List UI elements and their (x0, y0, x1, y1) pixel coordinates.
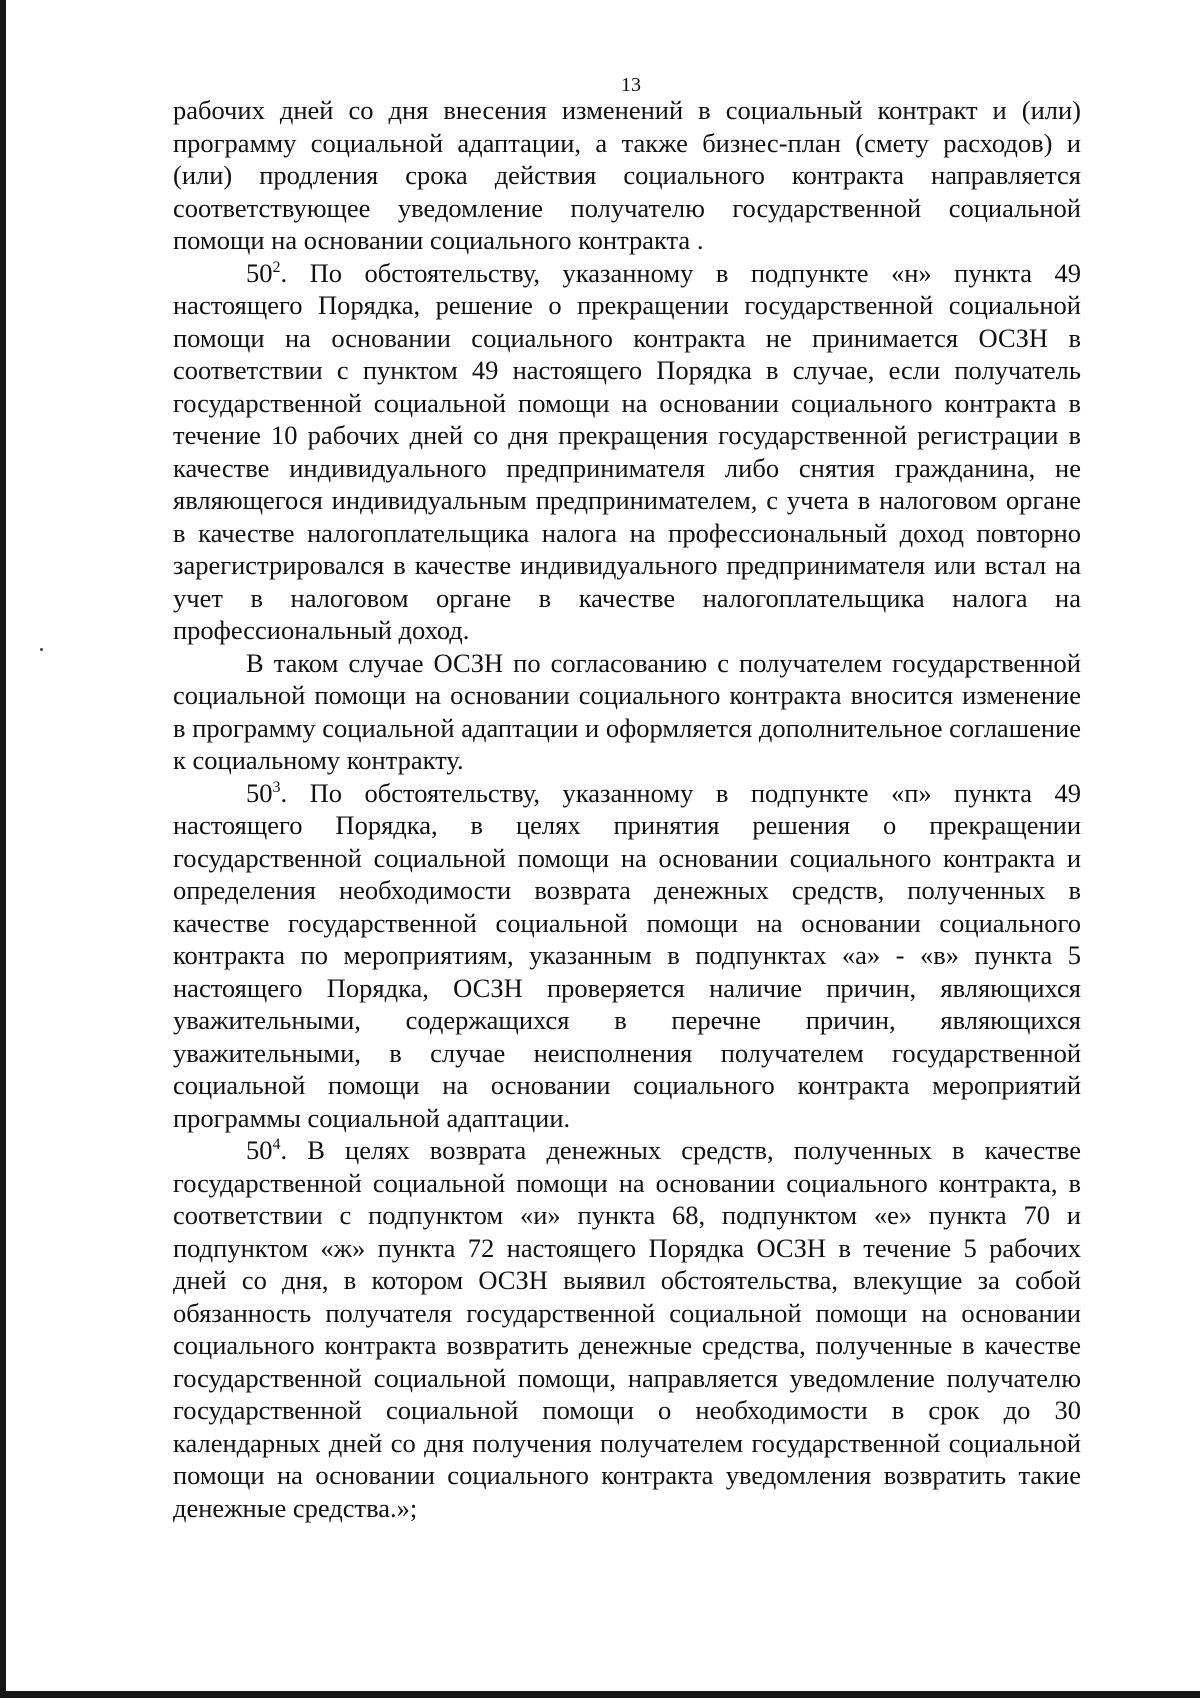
page-number: 13 (621, 74, 641, 96)
paragraph-number: 50 (246, 257, 273, 288)
paragraph-continuation (173, 94, 1081, 257)
scan-speck (40, 648, 43, 651)
paragraph-50-2-addendum (173, 647, 1081, 777)
paragraph-text: . По обстоятельству, указанному в подпункте «п» пункта 49 настоящего Порядка, в целях принятия решения о прекращении государственной социальной помощи на основании социального контракта и определения необходимости возврата денежных средств, полученных в качестве государственной социальной помощи на основании социального контракта по мероприятиям, указанным в подпунктах «а» - «в» пункта 5 настоящего Порядка, ОСЗН проверяется наличие причин, являющихся уважительными, содержащихся в перечне причин, являющихся уважительными, в случае неисполнения получателем государственной социальной помощи на основании социального контракта мероприятий программы социальной адаптации. (173, 777, 1081, 1133)
paragraph-50-2 (173, 257, 1081, 647)
scan-border-bottom (0, 1691, 1200, 1698)
paragraph-50-3 (173, 777, 1081, 1135)
paragraph-number-superscript: 3 (272, 778, 281, 796)
paragraph-text: рабочих дней со дня внесения изменений в социальный контракт и (или) программу социальной адаптации, а также бизнес-план (смету расходов) и (или) продления срока действия социального контракта направляется соответствующее уведомление получателю государственной социальной помощи на основании социального контракта . (173, 95, 1081, 255)
paragraph-number: 50 (246, 1135, 273, 1165)
paragraph-text: В таком случае ОСЗН по согласованию с получателем государственной социальной помощи на основании социального контракта вносится изменение в программу социальной адаптации и оформляется дополнительное соглашение к социальному контракту. (173, 647, 1081, 775)
paragraph-50-4 (173, 1134, 1081, 1524)
paragraph-number-superscript: 4 (272, 1136, 281, 1154)
paragraph-number-superscript: 2 (272, 258, 281, 276)
paragraph-number: 50 (246, 777, 273, 808)
paragraph-text: . В целях возврата денежных средств, полученных в качестве государственной социальной помощи на основании социального контракта, в соответствии с подпунктом «и» пункта 68, подпунктом «е» пункта 70 и подпунктом «ж» пункта 72 настоящего Порядка ОСЗН в течение 5 рабочих дней со дня, в котором ОСЗН выявил обстоятельства, влекущие за собой обязанность получателя государственной социальной помощи на основании социального контракта возвратить денежные средства, полученные в качестве государственной социальной помощи, направляется уведомление получателю государственной социальной помощи о необходимости в срок до 30 календарных дней со дня получения получателем государственной социальной помощи на основании социального контракта уведомления возвратить такие денежные средства.»; (173, 1135, 1081, 1523)
paragraph-text: . По обстоятельству, указанному в подпункте «н» пункта 49 настоящего Порядка, решение о прекращении государственной социальной помощи на основании социального контракта не принимается ОСЗН в соответствии с пунктом 49 настоящего Порядка в случае, если получатель государственной социальной помощи на основании социального контракта в течение 10 рабочих дней со дня прекращения государственной регистрации в качестве индивидуального предпринимателя либо снятия гражданина, не являющегося индивидуальным предпринимателем, с учета в налоговом органе в качестве налогоплательщика налога на профессиональный доход повторно зарегистрировался в качестве индивидуального предпринимателя или встал на учет в налоговом органе в качестве налогоплательщика налога на профессиональный доход. (173, 257, 1081, 645)
scan-border-left (0, 0, 6, 1698)
document-body (173, 94, 1081, 1524)
